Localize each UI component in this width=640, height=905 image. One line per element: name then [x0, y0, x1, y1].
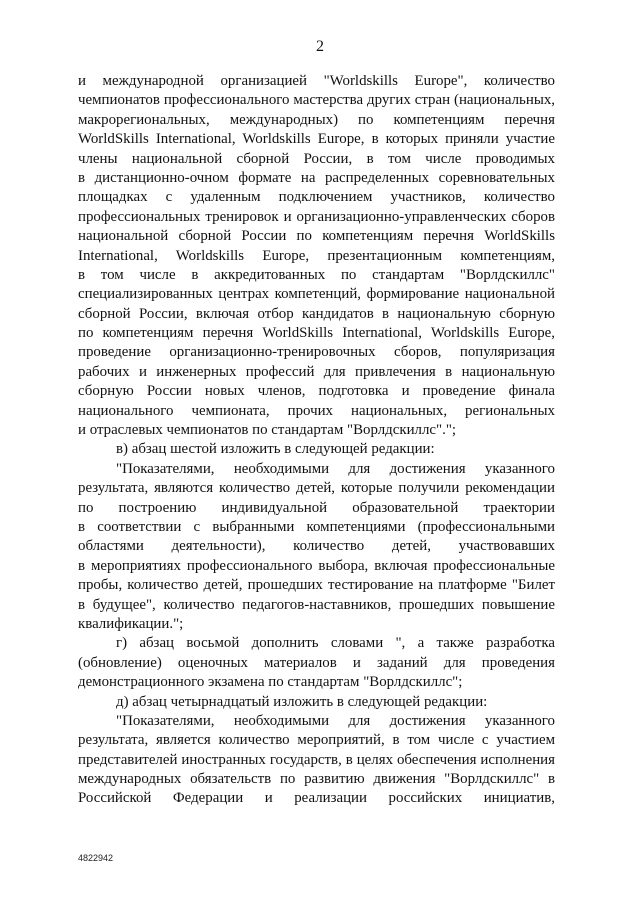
text-line: пробы, количество детей, прошедших тестирование на платформе "Билет	[78, 577, 555, 594]
text-line: по компетенциям перечня WorldSkills International, Worldskills Europe,	[78, 325, 555, 342]
text-line: профессиональных тренировок и организационно-управленческих сборов	[78, 208, 555, 225]
text-line: результата, является количество мероприятий, в том числе с участием	[78, 732, 555, 749]
text-line: г) абзац восьмой дополнить словами ", а также разработка	[116, 635, 555, 652]
text-line: чемпионатов профессионального мастерства других стран (национальных,	[78, 92, 555, 109]
page-number: 2	[316, 38, 324, 55]
text-line: международных обязательств по развитию движения "Ворлдскиллс" в	[78, 771, 555, 788]
text-line: демонстрационного экзамена по стандартам "Ворлдскиллс";	[78, 674, 463, 691]
text-line: WorldSkills International, Worldskills Europe, в которых приняли участие	[78, 131, 555, 148]
text-line: в будущее", количество педагогов-наставников, прошедших повышение	[78, 596, 555, 613]
text-line: в дистанционно-очном формате на распределенных соревновательных	[78, 169, 555, 186]
text-line: и международной организацией "Worldskills Europe", количество	[78, 73, 555, 89]
text-line: International, Worldskills Europe, презентационным компетенциям,	[78, 247, 555, 264]
text-line: специализированных центрах компетенций, формирование национальной	[78, 286, 555, 303]
text-line: национального чемпионата, прочих национальных, региональных	[78, 402, 555, 419]
text-line: и отраслевых чемпионатов по стандартам "Ворлдскиллс".";	[78, 422, 457, 439]
text-line: в соответствии с выбранными компетенциями (профессиональными	[78, 518, 555, 535]
text-line: рабочих и инженерных профессий для привлечения в национальную	[78, 363, 555, 380]
text-line: члены национальной сборной России, в том числе проводимых	[78, 150, 555, 167]
text-line: сборной России, включая отбор кандидатов в национальную сборную	[78, 305, 555, 322]
text-line: проведение организационно-тренировочных сборов, популяризация	[78, 344, 555, 361]
text-line: областями деятельности), количество детей, участвовавших	[78, 538, 555, 555]
text-line: результата, являются количество детей, которые получили рекомендации	[78, 480, 555, 497]
text-line: площадках с удаленным подключением участников, количество	[78, 189, 555, 206]
text-line: в) абзац шестой изложить в следующей редакции:	[116, 441, 435, 458]
document-code: 4822942	[78, 853, 114, 863]
text-line: квалификации.";	[78, 615, 184, 632]
text-line: в мероприятиях профессионального выбора, включая профессиональные	[78, 557, 555, 574]
text-line: д) абзац четырнадцатый изложить в следующей редакции:	[116, 693, 488, 710]
text-line: "Показателями, необходимыми для достижения указанного	[116, 460, 555, 477]
text-line: макрорегиональных, международных) по компетенциям перечня	[78, 111, 555, 128]
text-line: сборную России новых членов, подготовка и проведение финала	[78, 383, 555, 400]
text-line: национальной сборной России по компетенциям перечня WorldSkills	[78, 228, 555, 245]
text-line: "Показателями, необходимыми для достижения указанного	[116, 712, 555, 729]
text-line: Российской Федерации и реализации российских инициатив,	[78, 790, 555, 807]
text-line: (обновление) оценочных материалов и заданий для проведения	[78, 654, 555, 671]
text-line: в том числе в аккредитованных по стандартам "Ворлдскиллс"	[78, 266, 555, 283]
text-line: по построению индивидуальной образовательной траектории	[78, 499, 555, 516]
document-body	[78, 72, 555, 809]
text-line: представителей иностранных государств, в целях обеспечения исполнения	[78, 751, 555, 768]
